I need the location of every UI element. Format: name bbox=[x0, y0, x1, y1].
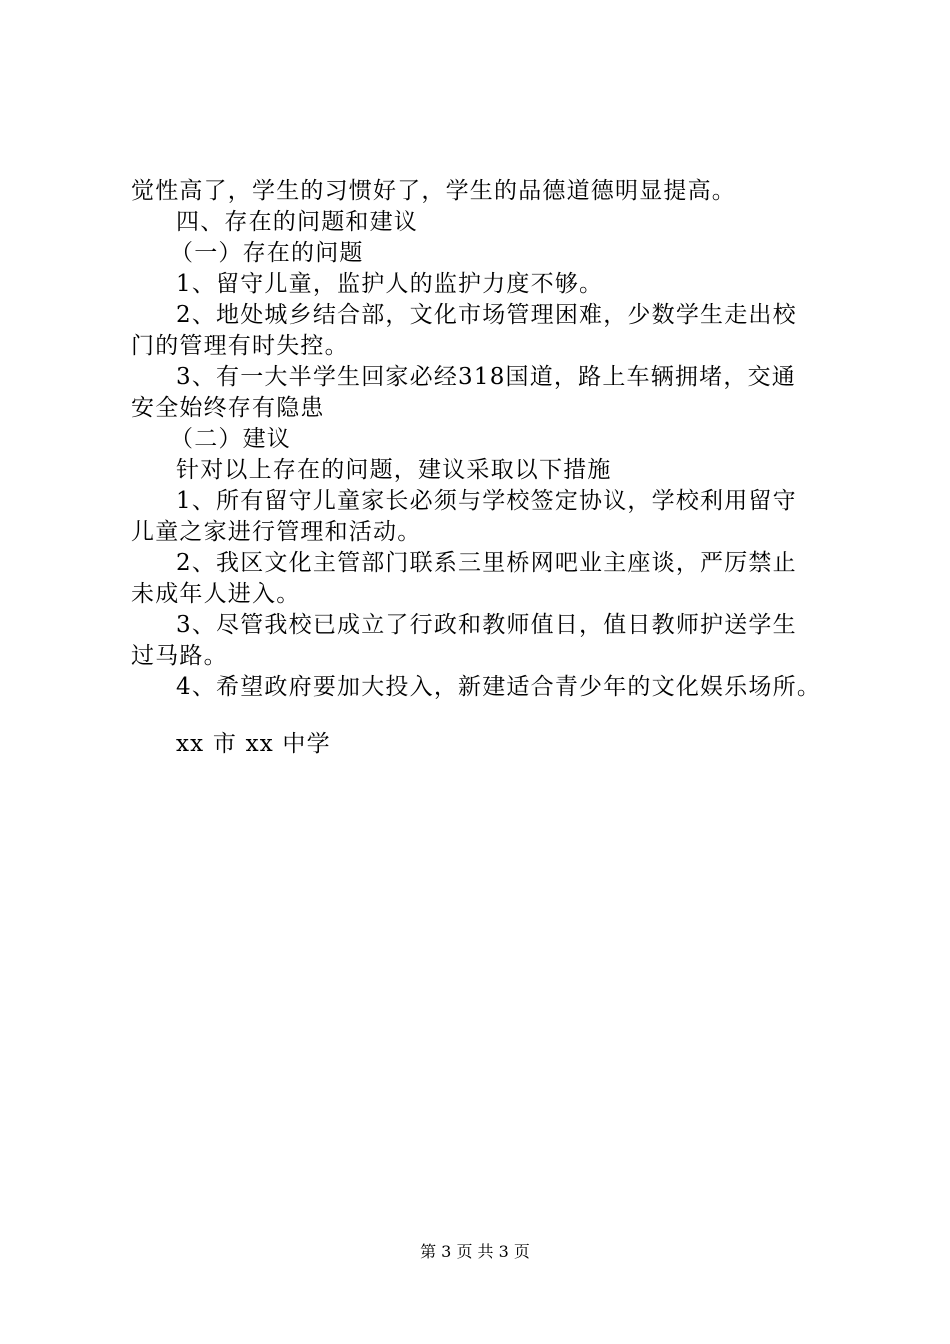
body-line-17: 4、希望政府要加大投入，新建适合青少年的文化娱乐场所。 bbox=[176, 674, 822, 700]
body-line-8: 安全始终存有隐患 bbox=[131, 395, 325, 421]
body-line-15: 3、尽管我校已成立了行政和教师值日，值日教师护送学生 bbox=[176, 612, 797, 638]
body-line-4: 1、留守儿童，监护人的监护力度不够。 bbox=[176, 271, 604, 297]
body-line-16: 过马路。 bbox=[131, 643, 228, 669]
body-line-12: 儿童之家进行管理和活动。 bbox=[131, 519, 422, 545]
body-line-14: 未成年人进入。 bbox=[131, 581, 301, 607]
signature-school: xx 市 xx 中学 bbox=[176, 731, 331, 757]
page-number-footer: 第 3 页 共 3 页 bbox=[420, 1242, 530, 1261]
section-heading-problems-and-suggestions: 四、存在的问题和建议 bbox=[176, 209, 418, 235]
body-line-5: 2、地处城乡结合部，文化市场管理困难，少数学生走出校 bbox=[176, 302, 797, 328]
body-line-11: 1、所有留守儿童家长必须与学校签定协议，学校利用留守 bbox=[176, 488, 797, 514]
subheading-problems: （一）存在的问题 bbox=[170, 240, 364, 266]
body-line-1: 觉性高了，学生的习惯好了，学生的品德道德明显提高。 bbox=[131, 178, 736, 204]
body-line-6: 门的管理有时失控。 bbox=[131, 333, 349, 359]
body-line-10: 针对以上存在的问题，建议采取以下措施 bbox=[176, 457, 612, 483]
subheading-suggestions: （二）建议 bbox=[170, 426, 291, 452]
body-line-7: 3、有一大半学生回家必经318国道，路上车辆拥堵，交通 bbox=[176, 364, 796, 390]
body-line-13: 2、我区文化主管部门联系三里桥网吧业主座谈，严厉禁止 bbox=[176, 550, 797, 576]
